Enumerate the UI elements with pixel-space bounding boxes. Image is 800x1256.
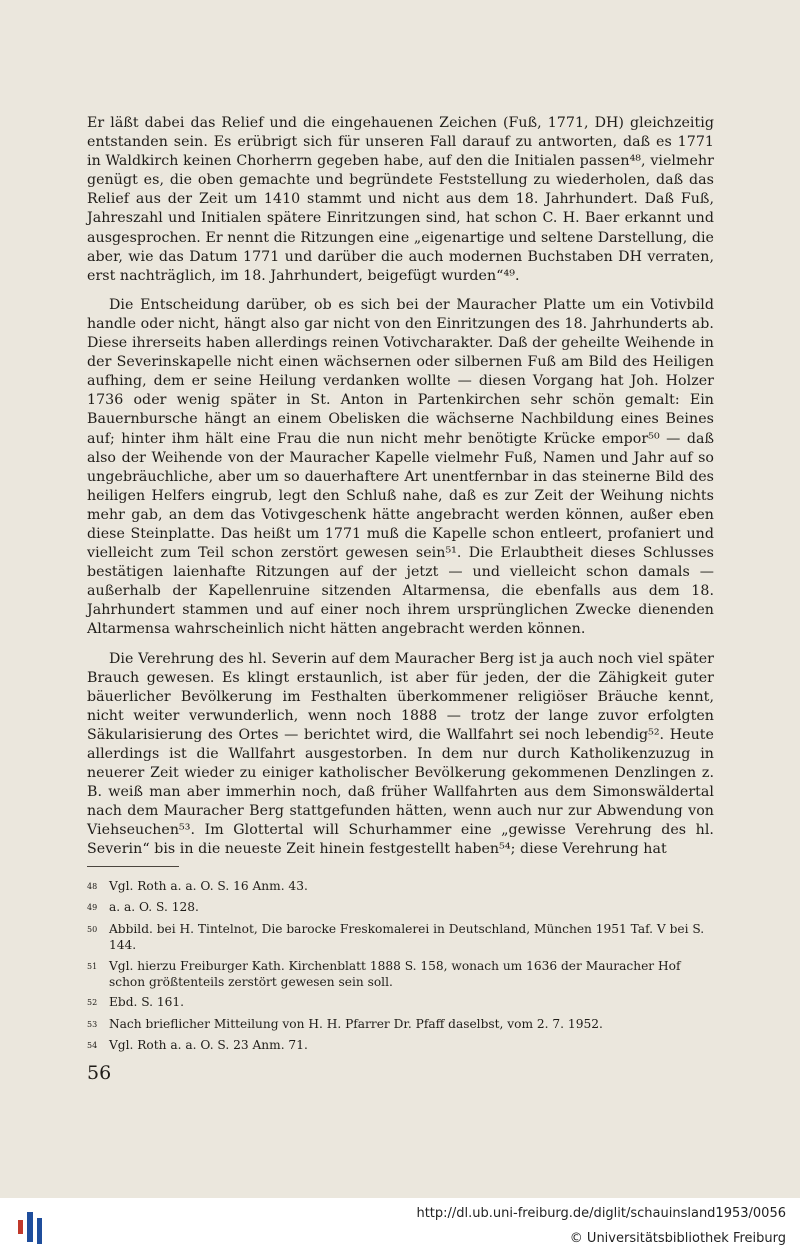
copyright-notice: © Universitätsbibliothek Freiburg (569, 1231, 786, 1246)
footnote-text: Vgl. Roth a. a. O. S. 23 Anm. 71. (109, 1038, 308, 1053)
body-text (87, 114, 714, 870)
paragraph-2: Die Entscheidung darüber, ob es sich bei der Mauracher Platte um ein Votivbild handle oder nicht, hängt also gar nicht von den Einritzungen des 18. Jahrhunderts ab. Diese ihrerseits haben allerdings reinen Votivcharakter. Daß der geheilte Weihende in der Severinskapelle nicht einen wächsernen oder silbernen Fuß am Bild des Heiligen aufhing, dem er seine Heilung verdanken wollte — diesen Vorgang hat Joh. Holzer 1736 oder wenig später in St. Anton in Partenkirchen sehr schön gemalt: Ein Bauernbursche hängt an einem Obelisken die wächserne Nachbildung eines Beines auf; hinter ihm hält eine Frau die nun nicht mehr benötigte Krücke empor⁵⁰ — daß also der Weihende von der Mauracher Kapelle vielmehr Fuß, Namen und Jahr auf so ungebräuchliche, aber um so dauerhaftere Art unentfernbar in das steinerne Bild des heiligen Helfers eingrub, legt den Schluß nahe, daß es zur Zeit der Weihung nichts mehr gab, an dem das Votivgeschenk hätte angebracht werden können, außer eben diese Steinplatte. Das heißt um 1771 muß die Kapelle schon entleert, profaniert und vielleicht zum Teil schon zerstört gewesen sein⁵¹. Die Erlaubtheit dieses Schlusses bestätigen laienhafte Ritzungen auf der jetzt — und vielleicht schon damals — außerhalb der Kapellenruine sitzenden Altarmensa, die ebenfalls aus dem 18. Jahrhundert stammen und auf einer noch ihrem ursprünglichen Zwecke dienenden Altarmensa wahrscheinlich nicht hätten angebracht werden können. (87, 296, 714, 638)
footnote-divider (87, 866, 179, 867)
footnote-number: 49 (87, 903, 98, 913)
page-number: 56 (87, 1062, 112, 1084)
footnote (87, 921, 714, 954)
footnote (87, 878, 714, 895)
footnote-text: Abbild. bei H. Tintelnot, Die barocke Freskomalerei in Deutschland, München 1951 Taf. V bei S. 144. (109, 921, 705, 953)
footnote-number: 53 (87, 1019, 98, 1029)
footnotes (87, 878, 714, 1059)
footnote-text: Nach brieflicher Mitteilung von H. H. Pfarrer Dr. Pfaff daselbst, vom 2. 7. 1952. (109, 1016, 603, 1031)
source-url-link[interactable]: http://dl.ub.uni-freiburg.de/diglit/schauinsland1953/0056 (416, 1206, 786, 1221)
footnote (87, 1016, 714, 1033)
footnote (87, 958, 714, 991)
footnote (87, 899, 714, 916)
viewer-footer (0, 1198, 800, 1256)
footnote-text: a. a. O. S. 128. (109, 900, 199, 915)
library-logo-icon (14, 1206, 54, 1248)
footnote-number: 52 (87, 998, 98, 1008)
footnote-number: 51 (87, 961, 98, 971)
footnote-number: 48 (87, 882, 98, 891)
footnote-text: Ebd. S. 161. (109, 995, 185, 1010)
footnote (87, 994, 714, 1011)
paragraph-1: Er läßt dabei das Relief und die eingehauenen Zeichen (Fuß, 1771, DH) gleichzeitig entstanden sein. Es erübrigt sich für unseren Fall darauf zu antworten, daß es 1771 in Waldkirch keinen Chorherrn gegeben habe, auf den die Initialen passen⁴⁸, vielmehr genügt es, die oben gemachte und begründete Feststellung zu wiederholen, daß das Relief aus der Zeit um 1410 stammt und nicht aus dem 18. Jahrhundert. Daß Fuß, Jahreszahl und Initialen spätere Einritzungen sind, hat schon C. H. Baer erkannt und ausgesprochen. Er nennt die Ritzungen eine „eigenartige und seltene Darstellung, die aber, wie das Datum 1771 und darüber die auch modernen Buchstaben DH verraten, erst nachträglich, im 18. Jahrhundert, beigefügt wurden“⁴⁹. (87, 115, 714, 284)
footnote-number: 50 (87, 924, 98, 934)
footnote (87, 1037, 714, 1054)
footnote-text: Vgl. hierzu Freiburger Kath. Kirchenblatt 1888 S. 158, wonach um 1636 der Mauracher Hof schon größtenteils zerstört gewesen sein soll. (109, 958, 681, 990)
footnote-text: Vgl. Roth a. a. O. S. 16 Anm. 43. (109, 879, 308, 893)
paragraph-3: Die Verehrung des hl. Severin auf dem Mauracher Berg ist ja auch noch viel später Brauch gewesen. Es klingt erstaunlich, ist aber für jeden, der die Zähigkeit guter bäuerlicher Bevölkerung im Festhalten überkommener religiöser Bräuche kennt, nicht weiter verwunderlich, wenn noch 1888 — trotz der lange zuvor erfolgten Säkularisierung des Ortes — berichtet wird, die Wallfahrt sei noch lebendig⁵². Heute allerdings ist die Wallfahrt ausgestorben. In dem nur durch Katholikenzuzug in neuerer Zeit wieder zu einiger katholischer Bevölkerung gekommenen Denzlingen z. B. weiß man aber immerhin noch, daß früher Wallfahrten aus dem Simonswäldertal nach dem Mauracher Berg stattgefunden hätten, wenn auch nur zur Abwendung von Viehseuchen⁵³. Im Glottertal will Schurhammer eine „gewisse Verehrung des hl. Severin“ bis in die neueste Zeit hinein festgestellt haben⁵⁴; diese Verehrung hat (87, 650, 714, 858)
footnote-number: 54 (87, 1041, 98, 1051)
